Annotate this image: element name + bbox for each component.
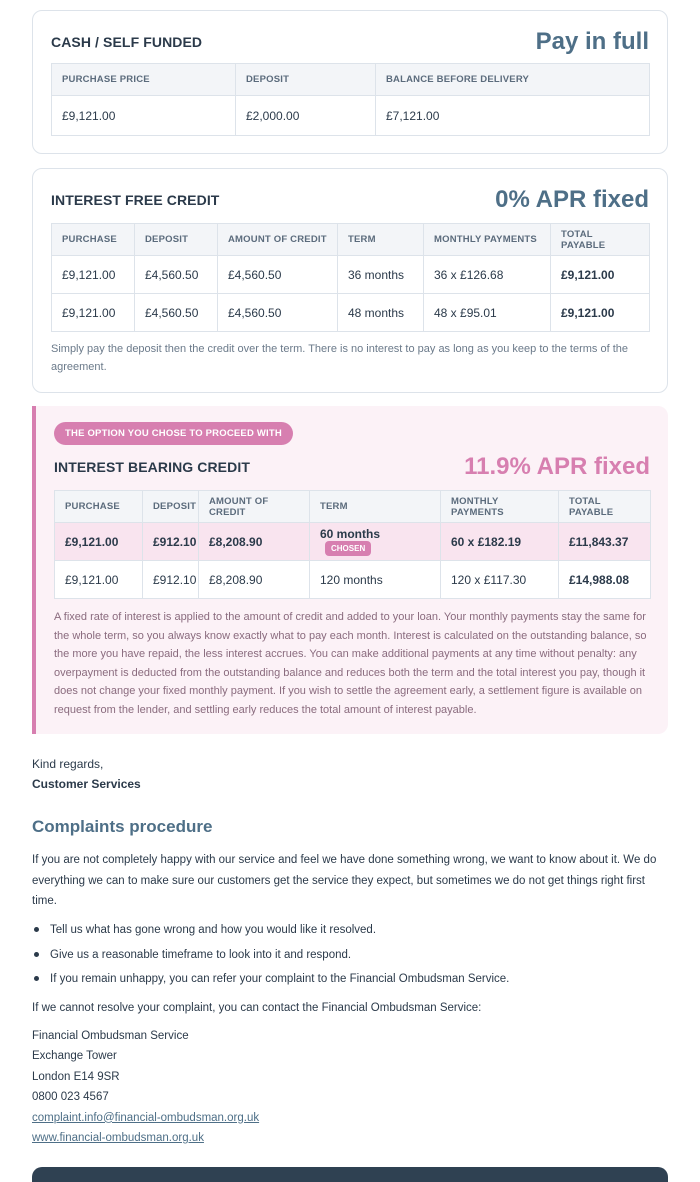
cash-tag: Pay in full xyxy=(535,28,649,55)
table-row xyxy=(52,96,650,136)
table-cell: 48 months xyxy=(338,294,424,332)
table-cell: £4,560.50 xyxy=(135,256,218,294)
table-cell: £912.10 xyxy=(143,561,199,599)
column-header: PURCHASE xyxy=(52,224,135,256)
term-value: 60 months xyxy=(320,527,381,541)
table-header-row xyxy=(55,491,651,523)
column-header: TOTAL PAYABLE xyxy=(559,491,651,523)
email-link[interactable]: complaint.info@financial-ombudsman.org.uk xyxy=(32,1111,260,1124)
table-cell: £4,560.50 xyxy=(135,294,218,332)
table-cell: £8,208.90 xyxy=(199,561,310,599)
interest-free-note: Simply pay the deposit then the credit over the term. There is no interest to pay as long as you keep to the terms of the agreement. xyxy=(51,343,629,373)
table-cell: £9,121.00 xyxy=(52,96,236,136)
list-item: If you remain unhappy, you can refer your complaint to the Financial Ombudsman Service. xyxy=(32,969,509,994)
column-header: BALANCE BEFORE DELIVERY xyxy=(376,64,650,96)
column-header: DEPOSIT xyxy=(236,64,376,96)
chosen-badge: CHOSEN xyxy=(325,541,371,556)
column-header: PURCHASE PRICE xyxy=(52,64,236,96)
cash-table xyxy=(51,63,650,136)
table-cell: £14,988.08 xyxy=(559,561,651,599)
table-cell-term xyxy=(310,523,441,561)
address-line: Exchange Tower xyxy=(32,1050,117,1063)
table-cell: £9,121.00 xyxy=(551,256,650,294)
interest-free-card xyxy=(32,168,668,393)
interest-bearing-title: INTEREST BEARING CREDIT xyxy=(54,459,250,475)
footer-bar xyxy=(32,1167,668,1182)
table-cell: £9,121.00 xyxy=(55,523,143,561)
table-cell: £4,560.50 xyxy=(218,256,338,294)
column-header: TERM xyxy=(338,224,424,256)
table-cell: 120 x £117.30 xyxy=(441,561,559,599)
cash-card-header xyxy=(51,28,649,56)
table-row xyxy=(55,561,651,599)
interest-bearing-header xyxy=(54,453,650,481)
table-cell: 36 months xyxy=(338,256,424,294)
table-row-chosen xyxy=(55,523,651,561)
column-header: MONTHLY PAYMENTS xyxy=(441,491,559,523)
signoff-team: Customer Services xyxy=(32,777,141,791)
interest-free-title: INTEREST FREE CREDIT xyxy=(51,192,220,208)
interest-bearing-table xyxy=(54,490,651,599)
cash-card xyxy=(32,10,668,154)
table-cell: £11,843.37 xyxy=(559,523,651,561)
table-cell: 48 x £95.01 xyxy=(424,294,551,332)
interest-free-tag: 0% APR fixed xyxy=(495,186,649,213)
interest-bearing-note: A fixed rate of interest is applied to the amount of credit and added to your loan. Your monthly payments stay the same for the whole term, so you always know exactly what to pay each month. Interest is calculated on the outstanding balance, so the more you have repaid, the less interest accrues. You can make additional payments at any time without penalty: any overpayment is deducted from the outstanding balance and reduces both the term and the total interest you pay, though it does not change your fixed monthly payment. If you wish to settle the agreement early, a settlement figure is available on request from the lender, and settling early reduces the total amount of interest payable. xyxy=(54,611,647,716)
table-cell: £9,121.00 xyxy=(52,256,135,294)
address-line: Financial Ombudsman Service xyxy=(32,1030,189,1042)
cash-title: CASH / SELF FUNDED xyxy=(51,34,203,50)
table-header-row xyxy=(52,224,650,256)
chosen-option-label: THE OPTION YOU CHOSE TO PROCEED WITH xyxy=(54,422,293,445)
complaints-heading: Complaints procedure xyxy=(32,817,213,836)
complaints-intro: If you are not completely happy with our service and feel we have done something wrong, we want to know about it. We do everything we can to make sure our customers get the service they expect, but sometimes we do not get things right first time. xyxy=(32,854,657,907)
list-item: Give us a reasonable timeframe to look into it and respond. xyxy=(32,945,509,970)
table-cell: £2,000.00 xyxy=(236,96,376,136)
column-header: AMOUNT OF CREDIT xyxy=(199,491,310,523)
table-header-row xyxy=(52,64,650,96)
column-header: MONTHLY PAYMENTS xyxy=(424,224,551,256)
table-cell: £8,208.90 xyxy=(199,523,310,561)
table-cell: 120 months xyxy=(310,561,441,599)
column-header: TERM xyxy=(310,491,441,523)
table-row xyxy=(52,294,650,332)
address-line: London E14 9SR xyxy=(32,1070,120,1083)
table-cell: £9,121.00 xyxy=(55,561,143,599)
complaints-list xyxy=(32,920,509,994)
interest-bearing-card xyxy=(32,406,668,734)
list-item: Tell us what has gone wrong and how you would like it resolved. xyxy=(32,920,509,945)
column-header: PURCHASE xyxy=(55,491,143,523)
column-header: DEPOSIT xyxy=(135,224,218,256)
contact-intro: If we cannot resolve your complaint, you can contact the Financial Ombudsman Service: xyxy=(32,1002,482,1014)
column-header: DEPOSIT xyxy=(143,491,199,523)
table-row xyxy=(52,256,650,294)
table-cell: 36 x £126.68 xyxy=(424,256,551,294)
interest-free-table xyxy=(51,223,650,332)
table-cell: £912.10 xyxy=(143,523,199,561)
table-cell: £7,121.00 xyxy=(376,96,650,136)
table-cell: £9,121.00 xyxy=(551,294,650,332)
table-cell: 60 x £182.19 xyxy=(441,523,559,561)
signoff-greeting: Kind regards, xyxy=(32,757,104,771)
ombudsman-address xyxy=(32,1026,259,1148)
interest-bearing-tag: 11.9% APR fixed xyxy=(464,453,650,480)
column-header: AMOUNT OF CREDIT xyxy=(218,224,338,256)
table-cell: £9,121.00 xyxy=(52,294,135,332)
column-header: TOTAL PAYABLE xyxy=(551,224,650,256)
table-cell: £4,560.50 xyxy=(218,294,338,332)
phone-number: 0800 023 4567 xyxy=(32,1091,109,1104)
website-link[interactable]: www.financial-ombudsman.org.uk xyxy=(32,1132,204,1145)
interest-free-header xyxy=(51,186,649,214)
